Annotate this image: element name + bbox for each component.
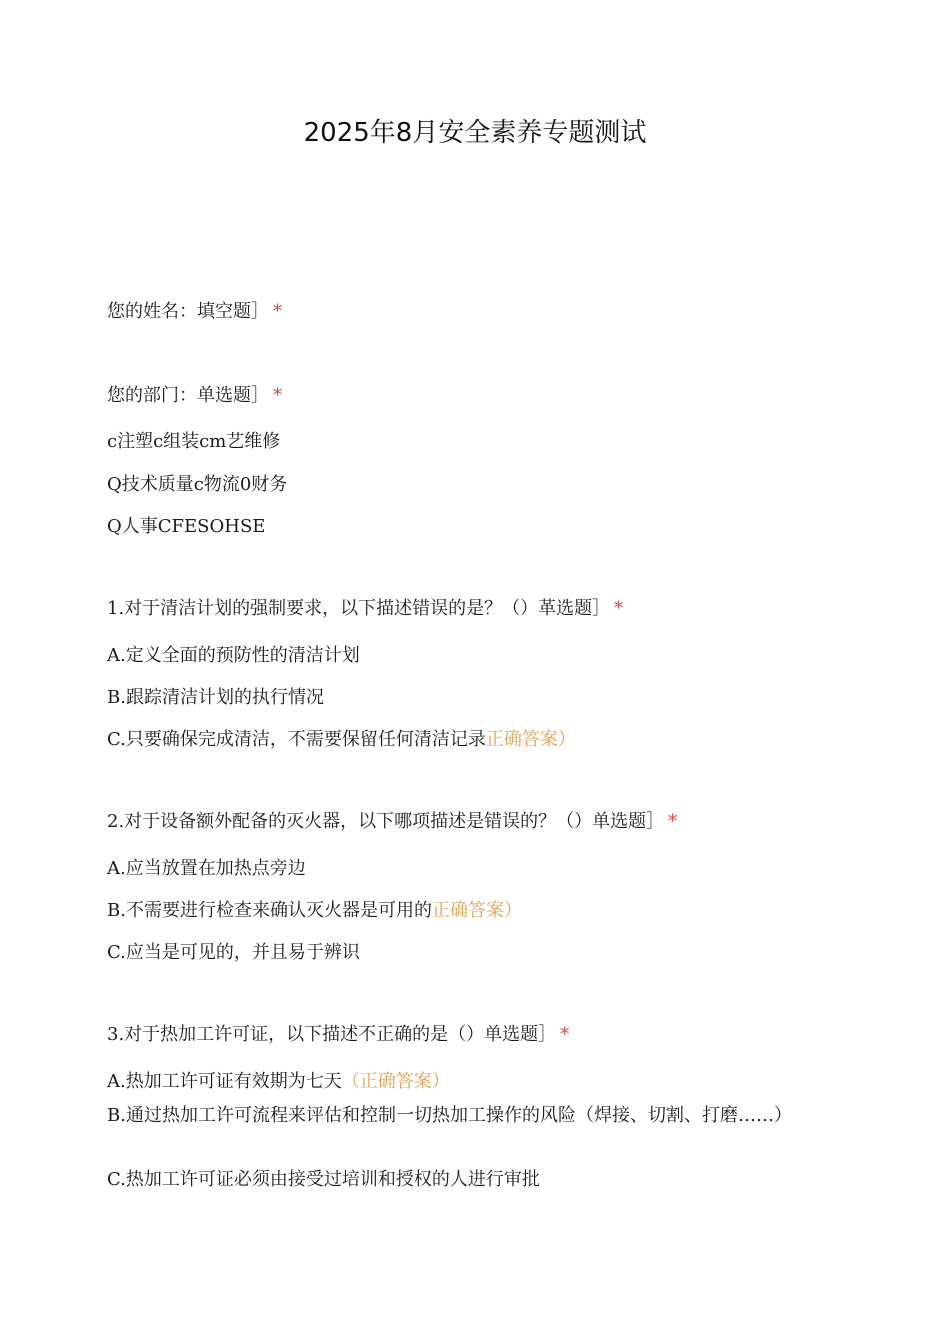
q2-option-a[interactable]	[107, 854, 306, 884]
correct-answer-tag: 正确答案）	[431, 900, 522, 921]
correct-answer-tag: （正确答案）	[341, 1071, 450, 1092]
required-mark: *	[273, 385, 282, 406]
question-1	[107, 594, 623, 624]
option-text: A.定义全面的预防性的清洁计划	[107, 645, 360, 666]
dept-option-line[interactable]: Q技术质量c物流0财务	[107, 474, 288, 495]
name-label: 您的姓名：填空题］	[107, 301, 269, 322]
option-text: C.只要确保完成清洁，不需要保留任何清洁记录	[107, 729, 486, 750]
q1-option-b[interactable]	[107, 683, 324, 713]
option-text: A.应当放置在加热点旁边	[107, 858, 306, 879]
q3-option-c[interactable]	[107, 1165, 540, 1195]
page-title: 2025年8月安全素养专题测试	[303, 118, 647, 148]
correct-answer-tag: 正确答案）	[485, 729, 576, 750]
option-text: B.跟踪清洁计划的执行情况	[107, 687, 324, 708]
required-mark: *	[668, 811, 678, 832]
q3-option-a[interactable]	[107, 1067, 450, 1097]
required-mark: *	[614, 598, 624, 619]
dept-option-line[interactable]: Q人事CFESOHSE	[107, 516, 266, 537]
question-text: 2.对于设备额外配备的灭火器，以下哪项描述是错误的？（）单选题］	[107, 811, 665, 832]
question-3	[107, 1020, 569, 1050]
dept-option-line[interactable]: c注塑c组装cm艺维修	[107, 431, 281, 452]
name-question	[107, 297, 282, 327]
q2-option-c[interactable]	[107, 938, 360, 968]
required-mark: *	[273, 301, 282, 322]
dept-label: 您的部门：单选题］	[107, 385, 269, 406]
question-text: 3.对于热加工许可证，以下描述不正确的是（）单选题］	[107, 1024, 557, 1045]
option-text: C.热加工许可证必须由接受过培训和授权的人进行审批	[107, 1169, 540, 1190]
option-text: B.通过热加工许可流程来评估和控制一切热加工操作的风险（焊接、切割、打磨……）	[107, 1105, 792, 1126]
required-mark: *	[560, 1024, 570, 1045]
q1-option-a[interactable]	[107, 641, 360, 671]
q2-option-b[interactable]	[107, 896, 522, 926]
option-text: B.不需要进行检查来确认灭火器是可用的	[107, 900, 432, 921]
dept-question	[107, 381, 282, 411]
q3-option-b[interactable]	[107, 1101, 792, 1131]
option-text: C.应当是可见的，并且易于辨识	[107, 942, 360, 963]
question-text: 1.对于清洁计划的强制要求，以下描述错误的是？（）革选题］	[107, 598, 611, 619]
q1-option-c[interactable]	[107, 725, 576, 755]
question-2	[107, 807, 677, 837]
option-text: A.热加工许可证有效期为七天	[107, 1071, 342, 1092]
